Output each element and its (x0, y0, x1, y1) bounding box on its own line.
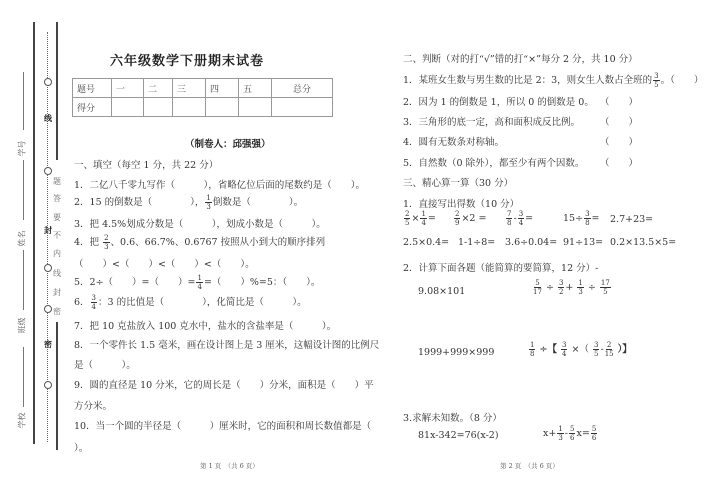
score-header-cell: 题号 (73, 79, 112, 98)
denominator: 5 (405, 219, 410, 227)
denominator: 4 (421, 219, 426, 227)
question-1-4 (74, 234, 325, 251)
page-1-footer: 第 1 页 （共 6 页） (200, 462, 259, 470)
denominator: 2 (558, 288, 564, 296)
denominator: 15 (604, 350, 614, 358)
operator: ÷ (587, 282, 596, 293)
q2-text-a: 2．15 的倒数是（ ）， (74, 197, 205, 208)
numerator: 5 (570, 425, 575, 433)
fraction (533, 279, 542, 296)
q5-text-b: =（ ）%=5：（ ）。 (203, 277, 321, 288)
operator: + (565, 282, 574, 293)
denominator: 4 (518, 219, 524, 227)
denominator: 17 (533, 288, 542, 296)
score-table-score-row (73, 98, 333, 117)
question-1-7: 7．把 10 克盐放入 100 克水中，盐水的含盐率是（ ）。 (74, 321, 337, 332)
operator: × (411, 213, 420, 224)
exam-maker: （制卷人：邱强强） (185, 139, 271, 150)
fraction (591, 425, 597, 442)
score-header-cell: 四 (206, 79, 239, 98)
operator: - (600, 344, 604, 355)
denominator: 6 (570, 434, 575, 442)
denominator: 9 (455, 219, 460, 227)
numerator: 1 (558, 425, 563, 433)
denominator: 5 (603, 288, 608, 296)
q4-text-a: 4．把 (74, 237, 100, 248)
numerator: 2 (606, 341, 612, 349)
numerator: 2 (405, 210, 410, 218)
denominator: 4 (91, 303, 97, 311)
subsection-3-3: 3.求解未知数。（8 分） (403, 413, 502, 424)
denominator: 3 (558, 434, 563, 442)
score-input-cell[interactable] (272, 98, 333, 117)
score-header-cell: 总分 (272, 79, 333, 98)
judge-2-blank[interactable]: （ ） (600, 97, 639, 108)
class-line (23, 347, 24, 407)
question-1-1: 1．二亿八千零九写作（ ），省略亿位后面的尾数约是（ ）。 (74, 180, 366, 191)
exam-title: 六年级数学下册期末试卷 (110, 54, 265, 69)
name-label: 姓名 (17, 230, 27, 247)
operator: ×（ (571, 344, 589, 355)
calc-4 (528, 341, 632, 358)
seal-char-seal: 封 (44, 225, 52, 235)
seal-char-secret: 密 (44, 339, 52, 349)
question-1-4-order: （ ）<（ ）<（ ）<（ ）。 (74, 259, 255, 270)
fraction (569, 425, 575, 442)
direct-calc-item (505, 210, 533, 227)
fraction (404, 210, 410, 227)
score-input-cell[interactable] (173, 98, 206, 117)
fraction (529, 341, 535, 358)
numerator: 7 (507, 210, 512, 218)
denominator: 8 (530, 350, 535, 358)
judge-1-text: 1．某班女生数与男生数的比是 2：3，则女生人数占全班的 (403, 75, 653, 86)
operator: ÷【 (539, 344, 557, 355)
school-label: 学校 (17, 412, 27, 429)
numerator: 3 (654, 72, 659, 80)
binding-hole-2 (44, 167, 52, 175)
denominator: 3 (206, 203, 211, 211)
score-row-label: 得分 (73, 98, 112, 117)
question-1-5 (74, 274, 320, 291)
fraction (561, 341, 567, 358)
denominator: 5 (654, 81, 659, 89)
numerator: 3 (562, 341, 567, 349)
subsection-3-2: 2．计算下面各题（能简算的要简算，12 分）- (403, 263, 599, 274)
question-1-9-cont: 方分米。 (74, 401, 113, 412)
fraction (605, 341, 614, 358)
question-1-9: 9．圆的直径是 10 分米，它的周长是（ ）分米，面积是（ ）平 (74, 380, 374, 391)
denominator: 8 (585, 219, 590, 227)
instruction-char: 要 (53, 213, 61, 222)
numerator: 1 (530, 341, 535, 349)
direct-calc-item: 2.5×0.4= (403, 237, 450, 248)
q4-text-b: 、0.6、66.7%、0.6767 按照从小到大的顺序排列 (110, 237, 326, 248)
denominator: 3 (104, 243, 109, 251)
fraction (205, 194, 211, 211)
score-header-cell: 三 (173, 79, 206, 98)
denominator: 4 (197, 283, 202, 291)
fraction (454, 210, 460, 227)
numerator: 17 (600, 279, 610, 287)
section-2-heading: 二、判断（对的打“√”错的打“×”每分 2 分，共 10 分） (403, 54, 638, 65)
direct-calc-item: 91÷13= (563, 237, 604, 248)
section-1-heading: 一、填空（每空 1 分，共 22 分） (74, 160, 219, 171)
fraction (506, 210, 512, 227)
judge-1-blank: 。（ ） (660, 75, 704, 86)
numerator: 3 (585, 210, 590, 218)
numerator: 1 (206, 194, 211, 202)
outer-binding-line (33, 22, 35, 444)
inner-binding-line-top (56, 22, 58, 160)
direct-calc-item: 2.7+23= (610, 214, 654, 225)
question-1-3: 3．把 4.5%划成分数是（ ），划成小数是（ ）。 (74, 219, 326, 230)
expression-tail: ×2 = (461, 213, 487, 224)
denominator: 3 (578, 288, 583, 296)
numerator: 1 (578, 279, 583, 287)
equation-2 (543, 425, 598, 442)
q6-num: 6． (74, 297, 90, 308)
score-input-cell[interactable] (144, 98, 173, 117)
equals: = (427, 213, 436, 224)
judge-4-blank[interactable]: （ ） (600, 137, 639, 148)
equals: = (525, 213, 534, 224)
instruction-char: 密 (53, 307, 61, 316)
student-id-label: 学号 (17, 140, 27, 157)
equation-1: 81x-342=76(x-2) (418, 430, 499, 441)
q6-text-b: ：3 的比值是（ ），化简比是（ ）。 (98, 297, 307, 308)
calc-1: 9.08×101 (418, 286, 466, 297)
instruction-char: 封 (53, 288, 61, 297)
numerator: 3 (594, 341, 599, 349)
operator: - (564, 428, 569, 439)
q5-text-a: 5．2÷（ ）=（ ）= (74, 277, 196, 288)
instruction-char: 内 (53, 249, 61, 258)
score-header-cell: 五 (239, 79, 272, 98)
fraction (593, 341, 599, 358)
numerator: 3 (558, 279, 564, 287)
expression-prefix: x+ (543, 428, 557, 439)
fraction (584, 210, 590, 227)
direct-calc-item (453, 210, 486, 227)
page-2-footer: 第 2 页 （共 6 页） (500, 462, 559, 470)
numerator: 5 (535, 279, 540, 287)
calc-3: 1999+999×999 (418, 347, 495, 358)
question-1-2 (74, 194, 303, 211)
fraction (518, 210, 524, 227)
binding-hole-3 (44, 264, 52, 272)
judge-2: 2．因为 1 的倒数是 1，所以 0 的倒数是 0。 (403, 97, 594, 108)
score-table-header-row (73, 79, 333, 98)
inner-binding-line-bottom (56, 322, 58, 450)
fraction (558, 279, 564, 296)
class-label: 班级 (17, 317, 27, 334)
numerator: 5 (591, 425, 597, 433)
score-input-cell[interactable] (206, 98, 239, 117)
name-line (23, 250, 24, 310)
operator: ）】 (617, 344, 632, 355)
fraction (196, 274, 202, 291)
direct-calc-item: 3.6÷0.04= (505, 237, 558, 248)
fraction (653, 72, 659, 89)
numerator: 1 (197, 274, 202, 282)
score-input-cell[interactable] (239, 98, 272, 117)
section-3-heading: 三、精心算一算（30 分） (403, 178, 514, 189)
instruction-char: 题 (53, 177, 61, 186)
fraction (91, 294, 97, 311)
direct-calc-item (563, 210, 600, 227)
judge-4: 4．圆有无数条对称轴。 (403, 137, 505, 148)
denominator: 8 (507, 219, 512, 227)
denominator: 6 (591, 434, 597, 442)
judge-3: 3．三角形的底一定，高和面积成反比例。 (403, 117, 581, 128)
score-header-cell: 一 (112, 79, 144, 98)
score-table (72, 78, 333, 117)
direct-calc-item (403, 210, 436, 227)
q2-text-b: 倒数是（ ）。 (212, 197, 304, 208)
numerator: 2 (104, 234, 109, 242)
judge-5: 5．自然数（0 除外），都至少有两个因数。 (403, 158, 585, 169)
calc-2 (532, 279, 612, 296)
subsection-3-1: 1．直接写出得数（10 分） (403, 199, 520, 210)
instruction-char: 线 (53, 269, 61, 278)
fraction (420, 210, 426, 227)
equals: = (591, 213, 600, 224)
fraction (103, 234, 109, 251)
question-1-10-cont: ）。 (74, 443, 89, 454)
judge-3-blank[interactable]: （ ） (600, 117, 639, 128)
operator: - (513, 213, 517, 224)
judge-5-blank[interactable]: （ ） (600, 158, 639, 169)
question-1-6 (74, 294, 307, 311)
judge-1 (403, 72, 703, 89)
operator: ÷ (545, 282, 554, 293)
instruction-char: 不 (53, 231, 61, 240)
denominator: 5 (594, 350, 599, 358)
fraction (557, 425, 563, 442)
numerator: 1 (421, 210, 426, 218)
expression-prefix: 15÷ (563, 213, 584, 224)
binding-hole-4 (44, 305, 52, 313)
question-1-8-cont: 是（ ）。 (74, 360, 136, 371)
fraction (600, 279, 611, 296)
seal-char-line: 线 (44, 113, 52, 123)
instruction-char: 答 (53, 194, 61, 203)
student-id-line-top (23, 72, 24, 130)
fraction (577, 279, 583, 296)
question-1-8: 8．一个零件长 1.5 毫米，画在设计图上是 3 厘米，这幅设计图的比例尺 (74, 340, 380, 351)
denominator: 4 (562, 350, 567, 358)
operator: x= (576, 428, 590, 439)
binding-hole-5 (44, 381, 52, 389)
score-header-cell: 二 (144, 79, 173, 98)
direct-calc-item: 0.2×13.5×5= (610, 237, 677, 248)
question-1-10: 10．当一个圆的半径是（ ）厘米时，它的面积和周长数值都是（ (74, 421, 372, 432)
numerator: 3 (91, 294, 97, 302)
direct-calc-item: 1-1÷8= (458, 237, 496, 248)
binding-hole-1 (44, 78, 52, 86)
numerator: 2 (455, 210, 460, 218)
student-id-line-bottom (23, 160, 24, 220)
score-input-cell[interactable] (112, 98, 144, 117)
numerator: 3 (518, 210, 524, 218)
